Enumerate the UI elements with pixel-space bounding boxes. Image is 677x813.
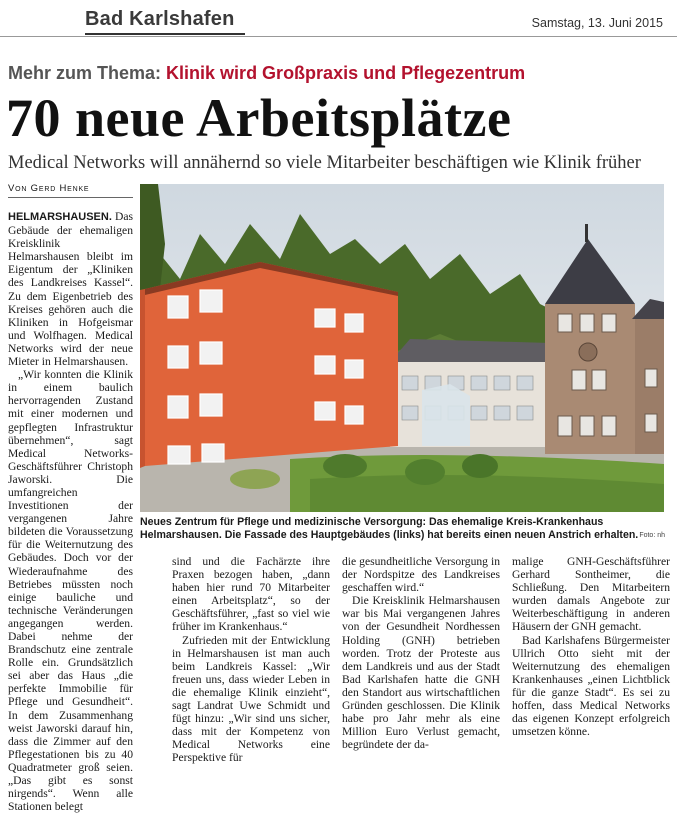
article-column-1 xyxy=(8,210,133,813)
byline: Von Gerd Henke xyxy=(8,183,90,194)
paragraph: „Wir konnten die Klinik in einem baulich hervorragenden Zustand mit einer modernen und gepflegten Infrastruktur übernehmen“, sagt Medical Networks-Geschäftsführer Christoph Jaworski. Die umfangreichen Investitionen der vergangenen Jahre bildeten die Voraussetzung für die Weiternutzung des Gebäudes. Doch vor der Wiederaufnahme des Betriebes müssten noch einige bauliche und technische Veränderungen angegangen werden. Dabei nehme der Brandschutz eine zentrale Rolle ein. Grundsätzlich sei aber das Haus „die perfekte Immobilie für Pflege und Gesundheit“. In dem Zusammenhang weist Jaworski darauf hin, dass die Zimmer auf den Pflegestationen bis zu 40 Quadratmeter groß seien. „Das gibt es sonst nirgends“. Wenn alle Stationen belegt xyxy=(8,368,133,813)
paragraph: Die Kreisklinik Helmarshausen war bis Mai vergangenen Jahres von der Gesundheit Nordhessen Holding (GNH) betrieben worden. Trotz der Proteste aus dem Landkreis und aus der Stadt Bad Karlshafen hatte die GNH den Standort aus wirtschaftlichen Gründen geschlossen. Die Klinik habe pro Jahr mehr als eine Million Euro Verlust gemacht, begründete der da- xyxy=(342,594,500,752)
article-column-4 xyxy=(512,555,670,738)
issue-date: Samstag, 13. Juni 2015 xyxy=(531,16,663,30)
paragraph-text: Das Gebäude der ehemaligen Kreisklinik Helmarshausen bleibt im Eigentum der „Kliniken des Landkreises Kassel“. Zu dem Eigenbetrieb des Kreises gehören auch die Kliniken in Hofgeismar und Wolfhagen. Medical Networks wird der neue Mieter in Helmarshausen. xyxy=(8,210,133,369)
paragraph: Zufrieden mit der Entwicklung in Helmarshausen ist man auch beim Landkreis Kassel: „Wir freuen uns, dass wieder Leben in die ehemalige Klinik einzieht“, sagt Landrat Uwe Schmidt und fügt hinzu: „Wir sind uns sicher, dass mit der Kompetenz von Medical Networks eine Perspektive für xyxy=(172,633,330,765)
paragraph: die gesundheitliche Versorgung in der Nordspitze des Landkreises geschaffen wird.“ xyxy=(342,555,500,595)
related-topic-link[interactable]: Klinik wird Großpraxis und Pflegezentrum xyxy=(166,63,526,83)
header-rule xyxy=(0,36,677,37)
subheadline: Medical Networks will annähernd so viele Mitarbeiter beschäftigen wie Klinik früher xyxy=(8,153,641,173)
caption-text: Neues Zentrum für Pflege und medizinische Versorgung: Das ehemalige Kreis-Krankenhaus Helmarshausen. Die Fassade des Hauptgebäudes (links) hat bereits einen neuen Anstrich erhalten. xyxy=(140,516,639,541)
dateline: HELMARSHAUSEN. xyxy=(8,211,112,223)
article-column-3 xyxy=(342,555,500,751)
article-column-2 xyxy=(172,555,330,765)
photo-caption xyxy=(140,516,665,542)
kicker-prefix: Mehr zum Thema: xyxy=(8,63,162,83)
section-title: Bad Karlshafen xyxy=(85,8,235,30)
byline-rule xyxy=(8,197,133,198)
paragraph: sind und die Fachärzte ihre Praxen bezogen haben, „dann haben hier rund 70 Mitarbeiter einen Arbeitsplatz“, so der Geschäftsführer, „fast so viel wie früher im Krankenhaus.“ xyxy=(172,555,330,634)
hospital-building-photo xyxy=(140,184,664,512)
section-title-underline xyxy=(85,33,245,35)
headline: 70 neue Arbeitsplätze xyxy=(6,88,512,148)
photo-credit: Foto: nh xyxy=(639,532,665,539)
paragraph: Bad Karlshafens Bürgermeister Ullrich Otto sieht mit der Weiternutzung des ehemaligen Krankenhauses „einen Lichtblick für die ganze Stadt“. Es sei zu hoffen, dass Medical Networks das eigenen Konzept erfolgreich umsetzen könne. xyxy=(512,633,670,739)
related-topic-kicker xyxy=(8,63,525,84)
paragraph: malige GNH-Geschäftsführer Gerhard Sontheimer, die Schließung. Den Mitarbeitern wurden damals Angebote zur Weiterbeschäftigung in anderen Häusern der GNH gemacht. xyxy=(512,555,670,634)
paragraph xyxy=(8,210,133,368)
article-photo xyxy=(140,184,664,512)
